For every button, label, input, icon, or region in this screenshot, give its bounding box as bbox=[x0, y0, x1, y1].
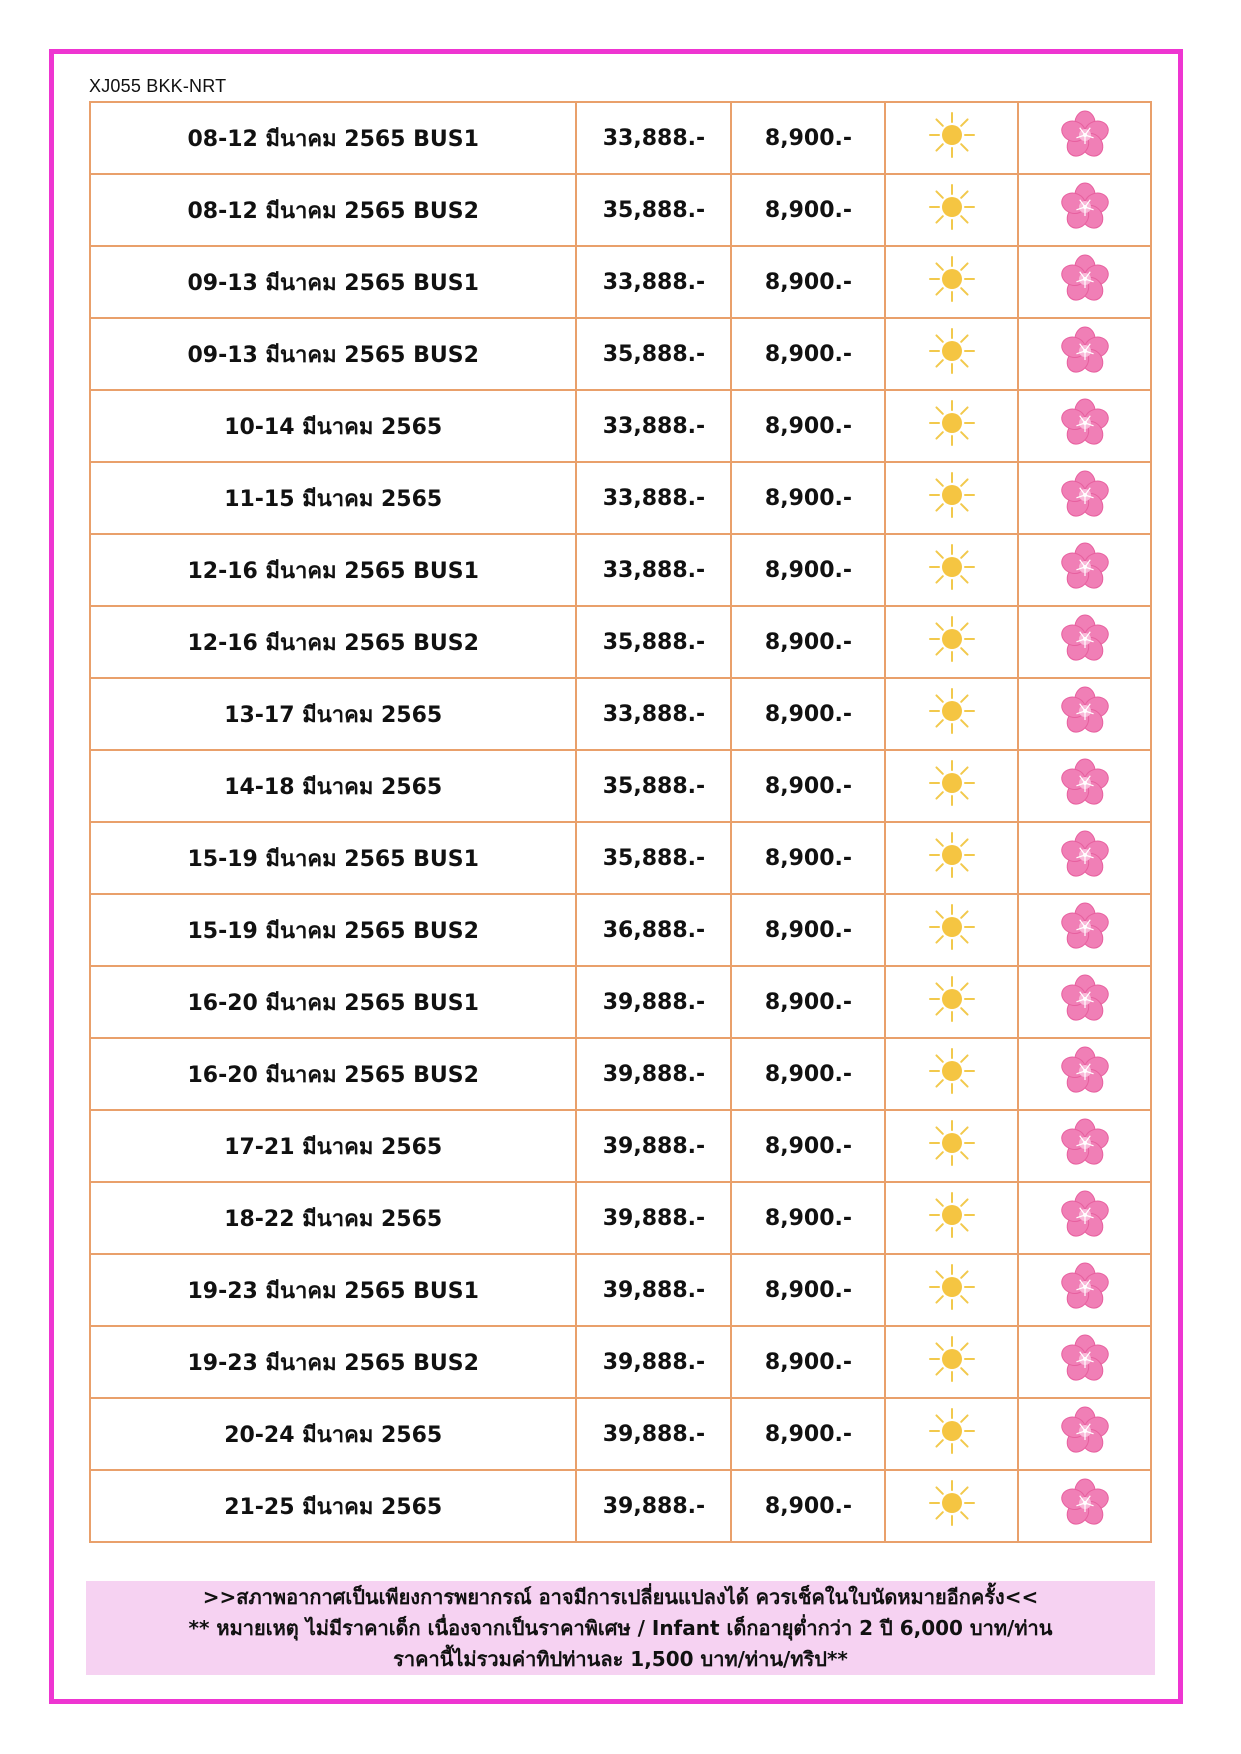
season-cell bbox=[1018, 1326, 1151, 1398]
single-supplement-cell: 8,900.- bbox=[731, 1038, 885, 1110]
adult-price-cell: 39,888.- bbox=[576, 1398, 731, 1470]
adult-price-cell: 35,888.- bbox=[576, 750, 731, 822]
table-row bbox=[90, 318, 1151, 390]
season-cell bbox=[1018, 1398, 1151, 1470]
tour-code: XJ055 BKK-NRT bbox=[89, 76, 227, 96]
season-cell bbox=[1018, 534, 1151, 606]
adult-price-cell: 39,888.- bbox=[576, 966, 731, 1038]
table-row bbox=[90, 606, 1151, 678]
cherry-blossom-icon bbox=[1060, 470, 1110, 526]
sun-icon bbox=[927, 110, 977, 166]
tip-note: ราคานี้ไม่รวมค่าทิปท่านละ 1,500 บาท/ท่าน/ทริป** bbox=[393, 1647, 848, 1671]
table-row bbox=[90, 822, 1151, 894]
cherry-blossom-icon bbox=[1060, 1478, 1110, 1534]
sun-icon bbox=[927, 542, 977, 598]
sun-icon bbox=[927, 470, 977, 526]
sun-icon bbox=[927, 1118, 977, 1174]
sun-icon bbox=[927, 830, 977, 886]
sun-icon bbox=[927, 902, 977, 958]
season-cell bbox=[1018, 750, 1151, 822]
sun-icon bbox=[927, 398, 977, 454]
adult-price-cell: 35,888.- bbox=[576, 822, 731, 894]
season-cell bbox=[1018, 318, 1151, 390]
price-table bbox=[89, 101, 1152, 1543]
season-cell bbox=[1018, 606, 1151, 678]
table-row bbox=[90, 750, 1151, 822]
single-supplement-cell: 8,900.- bbox=[731, 966, 885, 1038]
sun-icon bbox=[927, 1478, 977, 1534]
adult-price-cell: 33,888.- bbox=[576, 390, 731, 462]
table-row bbox=[90, 1182, 1151, 1254]
sun-icon bbox=[927, 614, 977, 670]
adult-price-cell: 35,888.- bbox=[576, 606, 731, 678]
adult-price-cell: 35,888.- bbox=[576, 318, 731, 390]
weather-cell bbox=[885, 1182, 1018, 1254]
single-supplement-cell: 8,900.- bbox=[731, 318, 885, 390]
single-supplement-cell: 8,900.- bbox=[731, 1398, 885, 1470]
cherry-blossom-icon bbox=[1060, 1118, 1110, 1174]
sun-icon bbox=[927, 686, 977, 742]
adult-price-cell: 39,888.- bbox=[576, 1326, 731, 1398]
season-cell bbox=[1018, 1470, 1151, 1542]
adult-price-cell: 39,888.- bbox=[576, 1470, 731, 1542]
sun-icon bbox=[927, 1046, 977, 1102]
single-supplement-cell: 8,900.- bbox=[731, 894, 885, 966]
sun-icon bbox=[927, 1262, 977, 1318]
weather-cell bbox=[885, 750, 1018, 822]
single-supplement-cell: 8,900.- bbox=[731, 1470, 885, 1542]
single-supplement-cell: 8,900.- bbox=[731, 390, 885, 462]
sun-icon bbox=[927, 326, 977, 382]
weather-cell bbox=[885, 966, 1018, 1038]
adult-price-cell: 36,888.- bbox=[576, 894, 731, 966]
sun-icon bbox=[927, 1406, 977, 1462]
weather-cell bbox=[885, 1326, 1018, 1398]
sun-icon bbox=[927, 758, 977, 814]
adult-price-cell: 33,888.- bbox=[576, 462, 731, 534]
cherry-blossom-icon bbox=[1060, 1262, 1110, 1318]
season-cell bbox=[1018, 1182, 1151, 1254]
sun-icon bbox=[927, 1190, 977, 1246]
weather-cell bbox=[885, 894, 1018, 966]
season-cell bbox=[1018, 102, 1151, 174]
table-row bbox=[90, 1470, 1151, 1542]
table-row bbox=[90, 1110, 1151, 1182]
season-cell bbox=[1018, 1254, 1151, 1326]
table-row bbox=[90, 102, 1151, 174]
cherry-blossom-icon bbox=[1060, 614, 1110, 670]
adult-price-cell: 39,888.- bbox=[576, 1182, 731, 1254]
departure-date-cell: 12-16 มีนาคม 2565 BUS2 bbox=[90, 606, 576, 678]
season-cell bbox=[1018, 894, 1151, 966]
departure-date-cell: 11-15 มีนาคม 2565 bbox=[90, 462, 576, 534]
price-note: ** หมายเหตุ ไม่มีราคาเด็ก เนื่องจากเป็นราคาพิเศษ / Infant เด็กอายุต่ำกว่า 2 ปี 6,000 บาท/ท่าน bbox=[188, 1616, 1053, 1640]
single-supplement-cell: 8,900.- bbox=[731, 1110, 885, 1182]
table-row bbox=[90, 390, 1151, 462]
season-cell bbox=[1018, 678, 1151, 750]
weather-cell bbox=[885, 390, 1018, 462]
cherry-blossom-icon bbox=[1060, 830, 1110, 886]
sun-icon bbox=[927, 974, 977, 1030]
departure-date-cell: 10-14 มีนาคม 2565 bbox=[90, 390, 576, 462]
cherry-blossom-icon bbox=[1060, 686, 1110, 742]
weather-note: >>สภาพอากาศเป็นเพียงการพยากรณ์ อาจมีการเปลี่ยนแปลงได้ ควรเช็คในใบนัดหมายอีกครั้ง<< bbox=[202, 1585, 1039, 1609]
cherry-blossom-icon bbox=[1060, 1190, 1110, 1246]
single-supplement-cell: 8,900.- bbox=[731, 534, 885, 606]
departure-date-cell: 21-25 มีนาคม 2565 bbox=[90, 1470, 576, 1542]
table-row bbox=[90, 174, 1151, 246]
weather-cell bbox=[885, 678, 1018, 750]
adult-price-cell: 33,888.- bbox=[576, 678, 731, 750]
weather-cell bbox=[885, 102, 1018, 174]
single-supplement-cell: 8,900.- bbox=[731, 246, 885, 318]
sun-icon bbox=[927, 182, 977, 238]
departure-date-cell: 09-13 มีนาคม 2565 BUS1 bbox=[90, 246, 576, 318]
season-cell bbox=[1018, 246, 1151, 318]
table-row bbox=[90, 1254, 1151, 1326]
departure-date-cell: 16-20 มีนาคม 2565 BUS1 bbox=[90, 966, 576, 1038]
weather-cell bbox=[885, 174, 1018, 246]
single-supplement-cell: 8,900.- bbox=[731, 822, 885, 894]
season-cell bbox=[1018, 822, 1151, 894]
cherry-blossom-icon bbox=[1060, 1406, 1110, 1462]
table-row bbox=[90, 246, 1151, 318]
cherry-blossom-icon bbox=[1060, 326, 1110, 382]
season-cell bbox=[1018, 174, 1151, 246]
weather-cell bbox=[885, 1038, 1018, 1110]
single-supplement-cell: 8,900.- bbox=[731, 1182, 885, 1254]
weather-cell bbox=[885, 1254, 1018, 1326]
weather-cell bbox=[885, 246, 1018, 318]
table-row bbox=[90, 1398, 1151, 1470]
cherry-blossom-icon bbox=[1060, 398, 1110, 454]
adult-price-cell: 33,888.- bbox=[576, 246, 731, 318]
table-row bbox=[90, 534, 1151, 606]
single-supplement-cell: 8,900.- bbox=[731, 462, 885, 534]
weather-cell bbox=[885, 318, 1018, 390]
weather-cell bbox=[885, 822, 1018, 894]
departure-date-cell: 19-23 มีนาคม 2565 BUS2 bbox=[90, 1326, 576, 1398]
table-row bbox=[90, 894, 1151, 966]
departure-date-cell: 12-16 มีนาคม 2565 BUS1 bbox=[90, 534, 576, 606]
weather-cell bbox=[885, 1470, 1018, 1542]
departure-date-cell: 08-12 มีนาคม 2565 BUS1 bbox=[90, 102, 576, 174]
departure-date-cell: 19-23 มีนาคม 2565 BUS1 bbox=[90, 1254, 576, 1326]
adult-price-cell: 39,888.- bbox=[576, 1110, 731, 1182]
cherry-blossom-icon bbox=[1060, 902, 1110, 958]
departure-date-cell: 13-17 มีนาคม 2565 bbox=[90, 678, 576, 750]
table-row bbox=[90, 966, 1151, 1038]
adult-price-cell: 33,888.- bbox=[576, 102, 731, 174]
single-supplement-cell: 8,900.- bbox=[731, 102, 885, 174]
adult-price-cell: 39,888.- bbox=[576, 1038, 731, 1110]
departure-date-cell: 16-20 มีนาคม 2565 BUS2 bbox=[90, 1038, 576, 1110]
adult-price-cell: 33,888.- bbox=[576, 534, 731, 606]
cherry-blossom-icon bbox=[1060, 974, 1110, 1030]
table-row bbox=[90, 678, 1151, 750]
sun-icon bbox=[927, 254, 977, 310]
departure-date-cell: 20-24 มีนาคม 2565 bbox=[90, 1398, 576, 1470]
table-row bbox=[90, 462, 1151, 534]
weather-cell bbox=[885, 462, 1018, 534]
cherry-blossom-icon bbox=[1060, 1046, 1110, 1102]
departure-date-cell: 14-18 มีนาคม 2565 bbox=[90, 750, 576, 822]
single-supplement-cell: 8,900.- bbox=[731, 606, 885, 678]
cherry-blossom-icon bbox=[1060, 758, 1110, 814]
season-cell bbox=[1018, 1038, 1151, 1110]
cherry-blossom-icon bbox=[1060, 182, 1110, 238]
departure-date-cell: 15-19 มีนาคม 2565 BUS2 bbox=[90, 894, 576, 966]
departure-date-cell: 15-19 มีนาคม 2565 BUS1 bbox=[90, 822, 576, 894]
departure-date-cell: 09-13 มีนาคม 2565 BUS2 bbox=[90, 318, 576, 390]
sun-icon bbox=[927, 1334, 977, 1390]
season-cell bbox=[1018, 462, 1151, 534]
adult-price-cell: 39,888.- bbox=[576, 1254, 731, 1326]
cherry-blossom-icon bbox=[1060, 254, 1110, 310]
single-supplement-cell: 8,900.- bbox=[731, 750, 885, 822]
single-supplement-cell: 8,900.- bbox=[731, 174, 885, 246]
season-cell bbox=[1018, 966, 1151, 1038]
table-row bbox=[90, 1326, 1151, 1398]
single-supplement-cell: 8,900.- bbox=[731, 1326, 885, 1398]
cherry-blossom-icon bbox=[1060, 110, 1110, 166]
notes-box bbox=[86, 1581, 1155, 1675]
single-supplement-cell: 8,900.- bbox=[731, 1254, 885, 1326]
season-cell bbox=[1018, 390, 1151, 462]
departure-date-cell: 18-22 มีนาคม 2565 bbox=[90, 1182, 576, 1254]
cherry-blossom-icon bbox=[1060, 1334, 1110, 1390]
departure-date-cell: 17-21 มีนาคม 2565 bbox=[90, 1110, 576, 1182]
weather-cell bbox=[885, 1398, 1018, 1470]
cherry-blossom-icon bbox=[1060, 542, 1110, 598]
weather-cell bbox=[885, 1110, 1018, 1182]
season-cell bbox=[1018, 1110, 1151, 1182]
weather-cell bbox=[885, 534, 1018, 606]
departure-date-cell: 08-12 มีนาคม 2565 BUS2 bbox=[90, 174, 576, 246]
adult-price-cell: 35,888.- bbox=[576, 174, 731, 246]
weather-cell bbox=[885, 606, 1018, 678]
single-supplement-cell: 8,900.- bbox=[731, 678, 885, 750]
table-row bbox=[90, 1038, 1151, 1110]
